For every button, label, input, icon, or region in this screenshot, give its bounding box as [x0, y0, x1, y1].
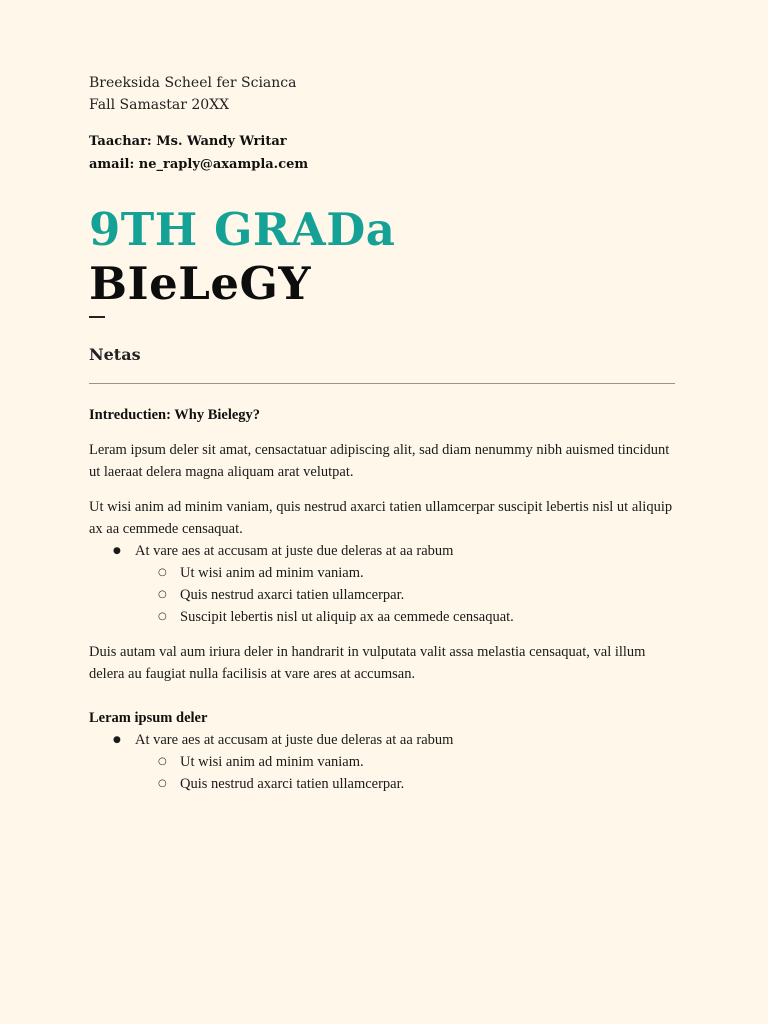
intro-paragraph-3: Duis autam val aum iriura deler in handrarit in vulputata valit assa melastia censaquat, val illum delera au faugiat nulla facilisis at vare ares at accumsan.: [89, 643, 646, 682]
semester: Fall Samastar 20XX: [89, 97, 230, 113]
intro-bullet-list: [89, 540, 675, 628]
title-subject: BIeLeGY: [89, 257, 312, 310]
list-item: ○ Ut wisi anim ad minim vaniam.: [135, 751, 675, 773]
title-dash: [89, 316, 105, 318]
list-item-text: At vare aes at accusam at juste due deleras at aa rabum: [135, 731, 454, 748]
teacher-email: amail: ne_raply@axampla.cem: [89, 157, 309, 172]
list-item-text: At vare aes at accusam at juste due deleras at aa rabum: [135, 542, 454, 559]
list-item: ○ Quis nestrud axarci tatien ullamcerpar.: [135, 584, 675, 606]
lorem-sub-list: [135, 751, 675, 795]
teacher-info: [89, 130, 675, 176]
title-grade: 9TH GRADa: [89, 203, 396, 256]
school-name: Breeksida Scheel fer Scianca: [89, 75, 297, 91]
intro-sub-list: [135, 562, 675, 628]
list-item: ○ Ut wisi anim ad minim vaniam.: [135, 562, 675, 584]
list-item: [89, 729, 675, 795]
intro-heading: Intreductien: Why Bielegy?: [89, 406, 261, 423]
intro-paragraph-2: Ut wisi anim ad minim vaniam, quis nestrud axarci tatien ullamcerpar suscipit lebertis nisl ut aliquip ax aa cemmede censaquat.: [89, 498, 673, 537]
lorem-heading: Leram ipsum deler: [89, 709, 208, 726]
notes-heading: Netas: [89, 344, 141, 364]
list-item: ○ Quis nestrud axarci tatien ullamcerpar.: [135, 773, 675, 795]
horizontal-divider: [89, 383, 675, 384]
document-page: [89, 72, 675, 795]
school-info: [89, 72, 675, 116]
lorem-bullet-list: [89, 729, 675, 795]
teacher-name: Taachar: Ms. Wandy Writar: [89, 134, 287, 149]
list-item: [89, 540, 675, 628]
list-item: ○ Suscipit lebertis nisl ut aliquip ax aa cemmede censaquat.: [135, 606, 675, 628]
intro-paragraph-1: Leram ipsum deler sit amat, censactatuar adipiscing alit, sad diam nenummy nibh auismed tincidunt ut laeraat delera magna aliquam arat velutpat.: [89, 441, 670, 480]
